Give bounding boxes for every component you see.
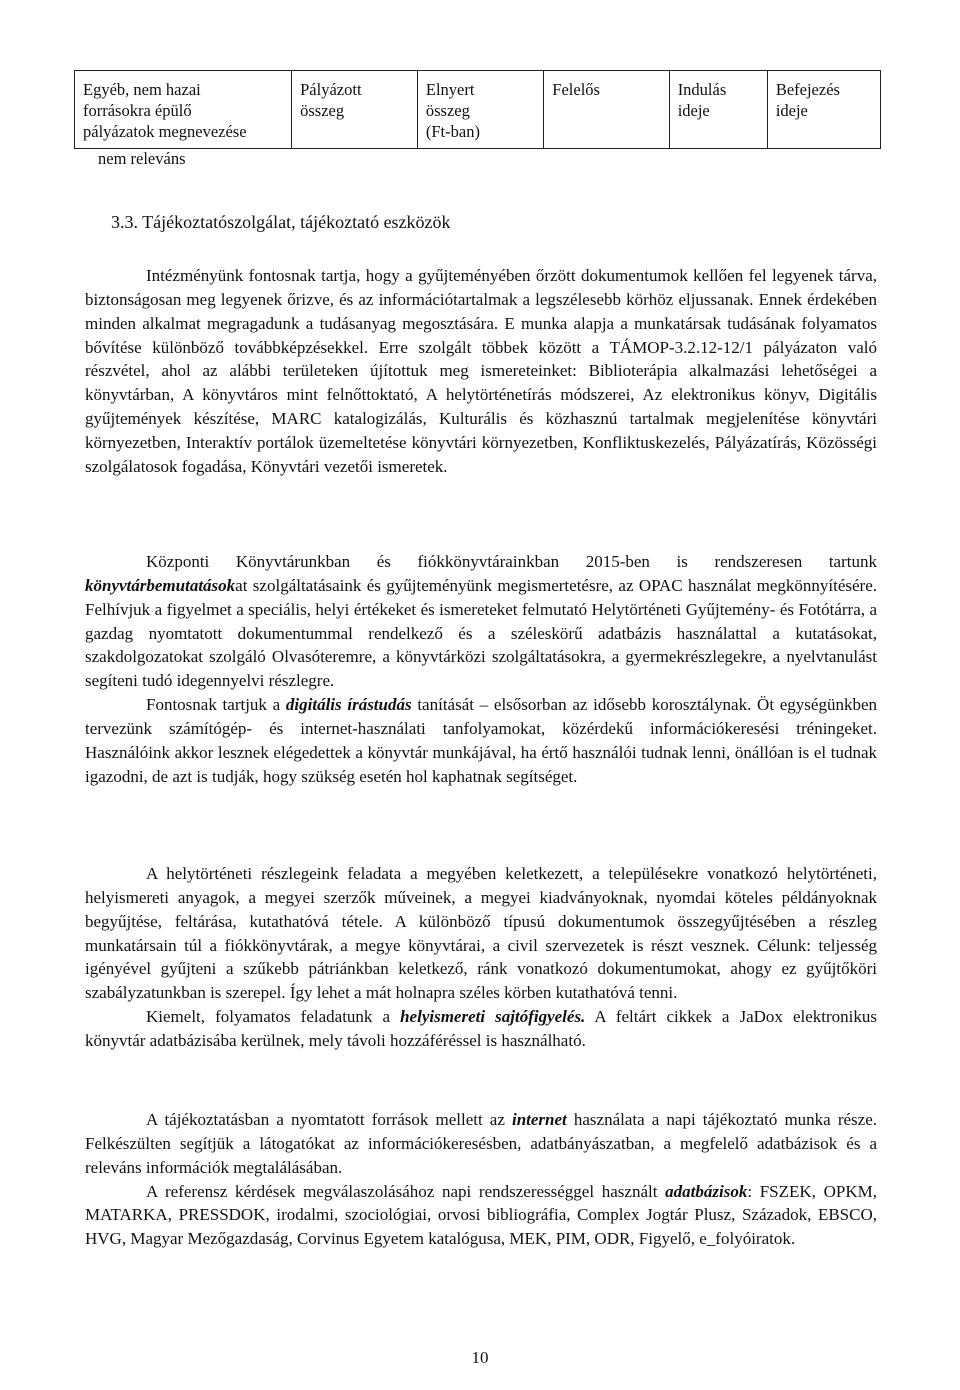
header-text: Pályázott (300, 80, 362, 99)
paragraph-text (85, 693, 877, 788)
paragraph-library-tours (85, 550, 877, 788)
emphasis-text: digitális írástudás (285, 695, 412, 715)
header-text: összeg (425, 101, 470, 120)
text-run: használata a napi tájékoztató munka része. Felkészülten segítjük a látogatókat az információkeresésben, adatbányászatban, a megfelelő adatbázisok és a releváns információk megtalálásában. (85, 1110, 877, 1177)
header-text: ideje (775, 101, 808, 120)
header-text: Elnyert (425, 80, 475, 99)
header-text: ideje (677, 101, 710, 120)
paragraph-text (85, 1005, 877, 1053)
emphasis-text: könyvtárbemutatások (85, 575, 236, 595)
paragraph-training (85, 264, 877, 479)
text-run: : FSZEK, OPKM, MATARKA, PRESSDOK, irodalmi, szociológiai, orvosi bibliográfia, Complex Jogtár Plusz, Századok, EBSCO, HVG, Magyar Mezőgazdaság, Corvinus Egyetem katalógusa, MEK, PIM, ODR, Figyelő, e_folyóiratok. (85, 1181, 877, 1249)
emphasis-text: adatbázisok (665, 1181, 748, 1201)
emphasis-text: helyismereti sajtófigyelés. (400, 1007, 586, 1027)
table-row-not-relevant (98, 148, 186, 169)
section-title: 3.3. Tájékoztatószolgálat, tájékoztató eszközök (111, 212, 451, 232)
header-text: forrásokra épülő (83, 101, 192, 120)
projects-table (74, 70, 881, 149)
header-cell-end (767, 71, 880, 149)
header-cell-applied (292, 71, 418, 149)
header-cell-responsible (544, 71, 669, 149)
header-cell-start (669, 71, 767, 149)
text-run: Kiemelt, folyamatos feladatunk a (146, 1007, 401, 1027)
header-text: pályázatok megnevezése (83, 122, 247, 141)
page-number: 10 (471, 1348, 489, 1367)
header-text: Befejezés (775, 80, 840, 99)
paragraph-text: A helytörténeti részlegeink feladata a megyében keletkezett, a településekre vonatkozó helytörténeti, helyismereti anyagok, a megyei szerzők műveinek, a megyei kiadványoknak, nyomdai köteles példányoknak begyűjtése, feltárása, kutathatóvá tétele. A különböző típusú dokumentumok összegyűjtésében a részleg munkatársain túl a fiókkönyvtárak, a megye könyvtárai, a civil szervezetek is részt vesznek. Célunk: teljesség igényével gyűjteni a szűkebb pátriánkban keletkező, ránk vonatkozó dokumentumokat, ahogy ez gyűjtőköri szabályzatunkban is szerepel. Így lehet a mát holnapra széles körben kutathatóvá tenni. (85, 864, 877, 1003)
text-run: tanítását – elsősorban az idősebb korosztálynak. Öt egységünkben tervezünk számítógép- és internet-használati tanfolyamokat, közérdekű információkeresési tréningeket. Használóink akkor lesznek elégedettek a könyvtár munkájával, ha értő használói tudnak lenni, önállóan is el tudnak igazodni, de azt is tudják, hogy szükség esetén hol kaphatnak segítséget. (85, 695, 878, 786)
header-text: (Ft-ban) (425, 122, 480, 141)
paragraph-text (85, 1108, 877, 1180)
header-text: Felelős (552, 80, 600, 99)
paragraph-text: Intézményünk fontosnak tartja, hogy a gyűjteményében őrzött dokumentumok kellően fel legyenek tárva, biztonságosan meg legyenek őrizve, és az információtartalmak a legszélesebb körhöz eljussanak. Ennek érdekében minden alkalmat megragadunk a tudásanyag megosztására. E munka alapja a munkatársak tudásának folyamatos bővítése különböző továbbképzésekkel. Erre szolgált többek között a TÁMOP-3.2.12-12/1 pályázaton való részvétel, ahol az alábbi területeken újítottuk meg ismereteinket: Biblioterápia alkalmazási lehetőségei a könyvtárban, A könyvtáros mint felnőttoktató, A helytörténetírás módszerei, Az elektronikus könyv, Digitális gyűjtemények készítése, MARC katalogizálás, Kulturális és közhasznú tartalmak megjelenítése könyvtári környezetben, Interaktív portálok üzemeltetése könyvtári környezetben, Konfliktuskezelés, Pályázatírás, Közösségi szolgálatosok fogadása, Könyvtári vezetői ismeretek. (85, 266, 877, 476)
header-text: Egyéb, nem hazai (83, 80, 201, 99)
paragraph-local-history (85, 862, 877, 1053)
paragraph-text (85, 550, 877, 693)
text-run: at szolgáltatásaink és gyűjteményünk megismertetésre, az OPAC használat megkönnyítésére. Felhívjuk a figyelmet a speciális, helyi értékeket és ismereteket felmutató Helytörténeti Gyűjtemény- és Fotótárra, a gazdag nyomtatott dokumentummal rendelkező és a széleskörű adatbázis használattal a kutatásokat, szakdolgozatokat szolgáló Olvasóteremre, a könyvtárközi szolgáltatásokra, a gyermekrészlegekre, a nyelvtanulást segíteni tudó idegennyelvi részlegre. (85, 575, 877, 691)
text-run: Központi Könyvtárunkban és fiókkönyvtárainkban 2015-ben is rendszeresen tartunk (146, 552, 877, 571)
text-run: Fontosnak tartjuk a (146, 695, 286, 715)
paragraph-text (85, 1180, 877, 1252)
paragraph-information-services (85, 1108, 877, 1251)
text-run: A tájékoztatásban a nyomtatott források mellett az (146, 1110, 512, 1129)
header-text: Indulás (677, 80, 727, 99)
text-run: A feltárt cikkek a JaDox elektronikus könyvtár adatbázisába kerülnek, mely távoli hozzáféréssel is használható. (85, 1007, 877, 1050)
table-cell-text: nem releváns (98, 149, 186, 168)
header-cell-name (75, 71, 292, 149)
table-header-row (75, 71, 881, 149)
header-text: összeg (300, 101, 345, 120)
emphasis-text: internet (511, 1110, 567, 1129)
header-cell-won (417, 71, 543, 149)
text-run: A referensz kérdések megválaszolásához napi rendszerességgel használt (146, 1181, 666, 1201)
